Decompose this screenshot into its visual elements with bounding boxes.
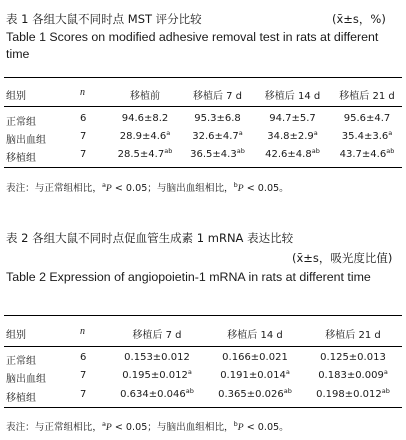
table1-note: 表注：与正常组相比，$^a$P < 0.05；与脑出血组相比，$^b$P < 0.05。 — [6, 181, 289, 194]
table1-unit: (x̄±s，%) — [332, 12, 386, 26]
table1-cell: 42.6±4.8$^{ab}$ — [265, 147, 320, 160]
table1-cell: 95.6±4.7 — [343, 113, 391, 124]
table2-cell: 0.634±0.046$^{ab}$ — [120, 387, 194, 400]
table2-cn-title: 表 2 各组大鼠不同时点促血管生成素 1 mRNA 表达比较 — [6, 231, 294, 245]
table1-cell: 94.6±8.2 — [121, 113, 169, 124]
table2-cell: 0.365±0.026$^{ab}$ — [218, 387, 292, 400]
table1-row-n: 6 — [80, 113, 87, 124]
table2-cell: 0.183±0.009$^a$ — [318, 368, 388, 381]
table1-cell: 32.6±4.7$^a$ — [192, 129, 243, 142]
table1-en-title: Table 1 Scores on modified adhesive removal test in rats at different time — [6, 30, 379, 61]
table2-top-rule — [4, 315, 402, 316]
table2-cell: 0.125±0.013 — [320, 352, 386, 363]
table1-row-n: 7 — [80, 131, 87, 142]
table2-header-n: n — [80, 326, 85, 337]
table2-header-group: 组别 — [6, 330, 26, 341]
table1-header-col4: 移植后 21 d — [339, 91, 395, 102]
table1-header-col1: 移植前 — [130, 91, 160, 102]
table2-cell: 0.191±0.014$^a$ — [220, 368, 290, 381]
table1-cell: 28.9±4.6$^a$ — [119, 129, 171, 142]
table2-unit: (x̄±s，吸光度比值) — [292, 251, 393, 265]
table1-cell: 35.4±3.6$^a$ — [341, 129, 393, 142]
table2-row-group: 脑出血组 — [6, 374, 46, 385]
table1-cell: 28.5±4.7$^{ab}$ — [117, 147, 173, 160]
table1-cell: 34.8±2.9$^a$ — [267, 129, 318, 142]
table2-row-group: 正常组 — [6, 356, 36, 367]
table2-cell: 0.166±0.021 — [222, 352, 288, 363]
table1-bottom-rule — [4, 167, 402, 168]
table1-cell: 36.5±4.3$^{ab}$ — [190, 147, 245, 160]
table2-note: 表注：与正常组相比，$^a$P < 0.05；与脑出血组相比，$^b$P < 0.05。 — [6, 420, 289, 433]
table1-row-group: 脑出血组 — [6, 135, 46, 146]
table2-header-col2: 移植后 14 d — [227, 330, 283, 341]
table2-header-rule — [4, 346, 402, 347]
table1-header-rule — [4, 106, 402, 107]
table1-row-group: 移植组 — [6, 153, 36, 164]
table2-header-col1: 移植后 7 d — [132, 330, 182, 341]
table1-cn-title: 表 1 各组大鼠不同时点 MST 评分比较 — [6, 12, 202, 26]
table2-row-group: 移植组 — [6, 393, 36, 404]
table2-bottom-rule — [4, 407, 402, 408]
table1-top-rule — [4, 77, 402, 78]
table1-header-col3: 移植后 14 d — [264, 91, 321, 102]
table2-en-title: Table 2 Expression of angiopoietin-1 mRNA in rats at different time — [6, 270, 371, 284]
table1-header-group: 组别 — [6, 91, 26, 102]
table1-cell: 95.3±6.8 — [194, 113, 241, 124]
table1-cell: 94.7±5.7 — [269, 113, 316, 124]
table1-row-n: 7 — [80, 149, 87, 160]
table2-cell: 0.198±0.012$^{ab}$ — [316, 387, 390, 400]
table1-header-col2: 移植后 7 d — [192, 91, 243, 102]
table2-header-col3: 移植后 21 d — [325, 330, 381, 341]
table1-row-group: 正常组 — [6, 117, 36, 128]
table2-row-n: 6 — [80, 352, 87, 363]
table2-row-n: 7 — [80, 370, 87, 381]
table1-header-n: n — [80, 87, 85, 98]
table1-cell: 43.7±4.6$^{ab}$ — [339, 147, 395, 160]
table2-row-n: 7 — [80, 389, 87, 400]
table2-cell: 0.153±0.012 — [124, 352, 190, 363]
table2-cell: 0.195±0.012$^a$ — [122, 368, 192, 381]
